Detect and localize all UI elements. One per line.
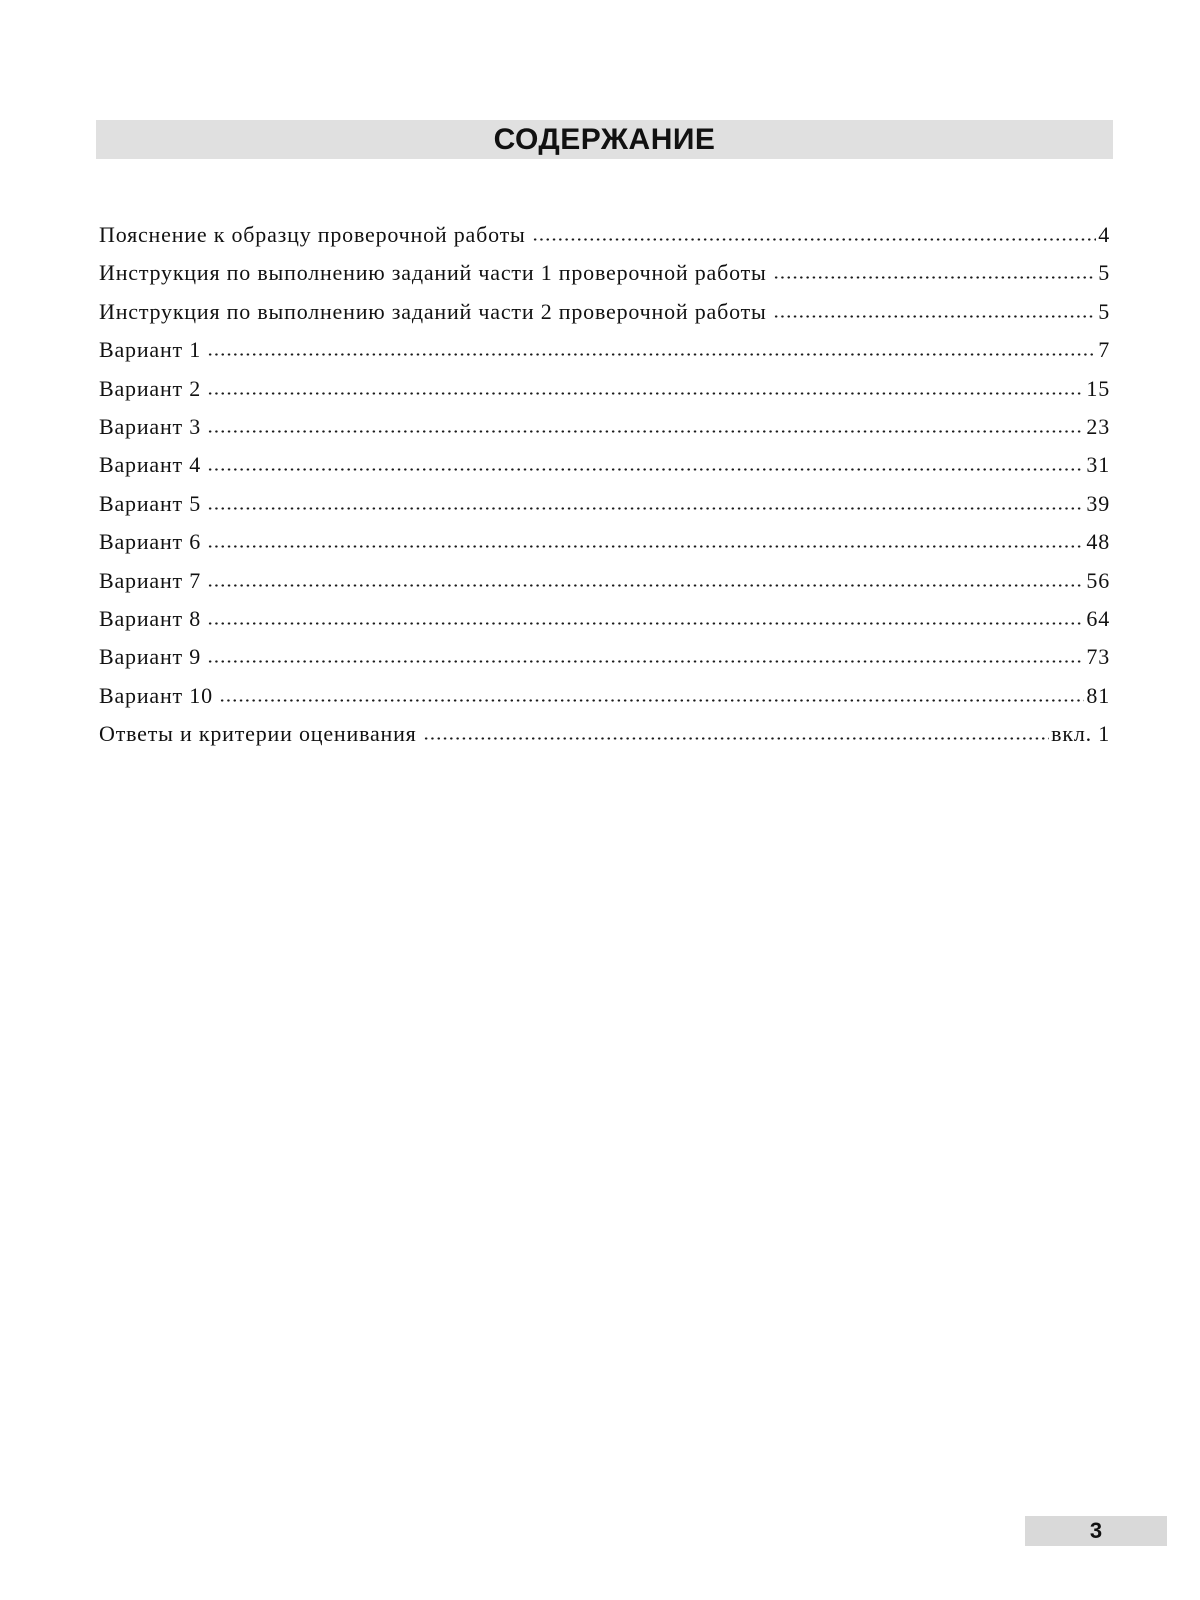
toc-entry[interactable] bbox=[99, 374, 1110, 412]
toc-entry-label: Инструкция по выполнению заданий части 2 проверочной работы bbox=[99, 298, 767, 324]
toc-entry[interactable] bbox=[99, 527, 1110, 565]
toc-entry-page: 73 bbox=[1086, 644, 1110, 670]
toc-entry-label: Вариант 9 bbox=[99, 644, 202, 670]
toc-entry-page: 48 bbox=[1086, 529, 1110, 555]
toc-entry-page: 7 bbox=[1098, 337, 1110, 363]
toc-dot-leader bbox=[207, 527, 1084, 549]
toc-entry-page: 81 bbox=[1086, 682, 1110, 708]
toc-dot-leader bbox=[207, 489, 1084, 511]
toc-dot-leader bbox=[207, 335, 1096, 357]
toc-entry[interactable] bbox=[99, 258, 1110, 296]
toc-entry-page: 4 bbox=[1098, 222, 1110, 247]
toc-entry[interactable] bbox=[99, 220, 1110, 258]
toc-entry[interactable] bbox=[99, 335, 1110, 373]
toc-entry-page: 15 bbox=[1086, 375, 1110, 401]
toc-entry-label: Вариант 8 bbox=[99, 605, 202, 631]
toc-entry-label: Вариант 1 bbox=[99, 337, 202, 363]
title-bar bbox=[96, 120, 1113, 159]
toc-entry-page: 31 bbox=[1086, 452, 1110, 478]
page-number-box bbox=[1025, 1516, 1167, 1546]
toc-entry-page: 5 bbox=[1098, 298, 1110, 324]
toc-entry[interactable] bbox=[99, 566, 1110, 604]
toc-entry[interactable] bbox=[99, 604, 1110, 642]
toc-entry-page: 23 bbox=[1086, 413, 1110, 439]
toc-entry-label: Вариант 7 bbox=[99, 567, 202, 593]
toc-dot-leader bbox=[423, 719, 1050, 741]
toc-entry-page: 5 bbox=[1098, 260, 1110, 286]
toc-entry[interactable] bbox=[99, 642, 1110, 680]
toc-dot-leader bbox=[773, 258, 1097, 280]
toc-dot-leader bbox=[207, 604, 1084, 626]
toc-dot-leader bbox=[207, 642, 1084, 664]
table-of-contents bbox=[99, 220, 1110, 757]
toc-entry-label: Вариант 2 bbox=[99, 375, 202, 401]
toc-entry[interactable] bbox=[99, 719, 1110, 757]
toc-entry-label: Инструкция по выполнению заданий части 1 проверочной работы bbox=[99, 260, 767, 286]
toc-dot-leader bbox=[207, 374, 1084, 396]
toc-entry-page: 64 bbox=[1086, 605, 1110, 631]
toc-entry-page: 56 bbox=[1086, 567, 1110, 593]
page-number: 3 bbox=[1089, 1518, 1103, 1543]
toc-entry-page: 39 bbox=[1086, 490, 1110, 516]
toc-entry-label: Вариант 3 bbox=[99, 413, 202, 439]
toc-dot-leader bbox=[207, 412, 1084, 434]
toc-entry[interactable] bbox=[99, 681, 1110, 719]
toc-dot-leader bbox=[219, 681, 1085, 703]
toc-entry-label: Ответы и критерии оценивания bbox=[99, 721, 417, 747]
toc-entry[interactable] bbox=[99, 450, 1110, 488]
toc-entry[interactable] bbox=[99, 412, 1110, 450]
toc-entry-label: Вариант 6 bbox=[99, 529, 202, 555]
toc-dot-leader bbox=[207, 450, 1084, 472]
toc-entry[interactable] bbox=[99, 297, 1110, 335]
toc-entry[interactable] bbox=[99, 489, 1110, 527]
toc-dot-leader bbox=[773, 297, 1097, 319]
toc-entry-label: Вариант 10 bbox=[99, 682, 213, 708]
toc-entry-page: вкл. 1 bbox=[1051, 721, 1110, 747]
toc-dot-leader bbox=[207, 566, 1084, 588]
page-title: СОДЕРЖАНИЕ bbox=[493, 122, 716, 156]
toc-entry-label: Вариант 4 bbox=[99, 452, 202, 478]
toc-entry-label: Вариант 5 bbox=[99, 490, 202, 516]
toc-entry-label: Пояснение к образцу проверочной работы bbox=[99, 222, 526, 247]
toc-dot-leader bbox=[532, 220, 1097, 242]
